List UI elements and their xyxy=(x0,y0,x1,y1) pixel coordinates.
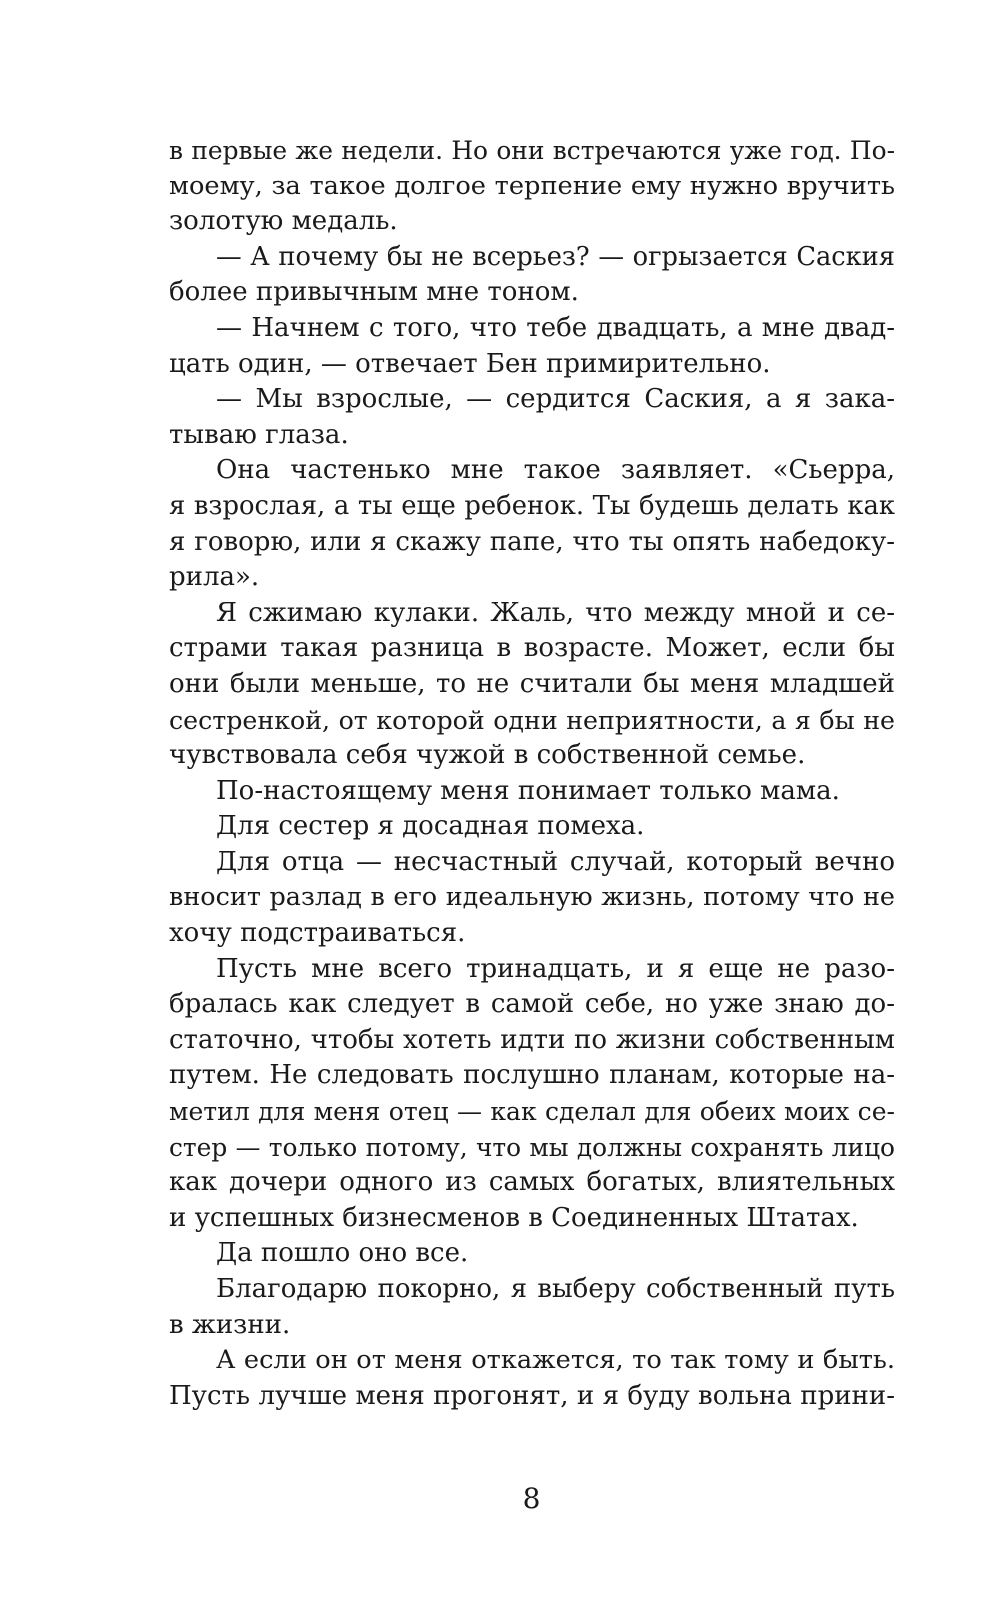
text-line: тываю глаза. xyxy=(169,419,349,450)
text-line: хочу подстраиваться. xyxy=(169,918,466,949)
text-line: Для отца — несчастный случай, который вечно xyxy=(216,846,895,877)
text-line: — А почему бы не всерьез? — огрызается Саския xyxy=(216,241,895,272)
text-line: и успешных бизнесменов в Соединенных Штатах. xyxy=(169,1202,859,1233)
page-number: 8 xyxy=(522,1482,541,1515)
text-line: Да пошло оно все. xyxy=(216,1238,469,1269)
text-line: стер — только потому, что мы должны сохранять лицо xyxy=(169,1132,895,1162)
text-line: Она частенько мне такое заявляет. «Сьерра, xyxy=(216,455,895,486)
text-line: Пусть мне всего тринадцать, и я еще не разо- xyxy=(216,953,895,984)
text-line: — Мы взрослые, — сердится Саския, а я зака- xyxy=(216,384,895,415)
text-line: Я сжимаю кулаки. Жаль, что между мной и се- xyxy=(216,597,895,628)
text-line: Для сестер я досадная помеха. xyxy=(216,811,645,842)
text-line: я говорю, или я скажу папе, что ты опять набедоку- xyxy=(169,526,895,557)
text-line: сестренкой, от которой одни неприятности, а я бы не xyxy=(169,705,895,735)
text-line: в первые же недели. Но они встречаются уже год. По- xyxy=(169,136,895,165)
text-line: в жизни. xyxy=(169,1309,291,1340)
text-line: статочно, чтобы хотеть идти по жизни собственным xyxy=(169,1024,895,1055)
text-line: страми такая разница в возрасте. Может, если бы xyxy=(169,633,895,664)
text-line: они были меньше, то не считали бы меня младшей xyxy=(169,668,895,699)
text-line: цать один, — отвечает Бен примирительно. xyxy=(169,348,771,379)
text-line: чувствовала себя чужой в собственной семье. xyxy=(169,740,806,771)
text-line: более привычным мне тоном. xyxy=(169,277,579,308)
text-line: А если он от меня откажется, то так тому и быть. xyxy=(216,1345,895,1376)
text-line: золотую медаль. xyxy=(169,206,398,237)
text-line: путем. Не следовать послушно планам, которые на- xyxy=(169,1060,895,1091)
text-line: я взрослая, а ты еще ребенок. Ты будешь делать как xyxy=(169,490,895,521)
text-line: По-настоящему меня понимает только мама. xyxy=(216,775,840,806)
text-line: вносит разлад в его идеальную жизнь, потому что не xyxy=(169,882,895,913)
text-line: — Начнем с того, что тебе двадцать, а мне двад- xyxy=(216,312,895,343)
text-line: как дочери одного из самых богатых, влиятельных xyxy=(169,1167,895,1198)
text-line: Пусть лучше меня прогонят, и я буду вольна прини- xyxy=(169,1380,895,1411)
text-line: метил для меня отец — как сделал для обеих моих се- xyxy=(169,1097,895,1127)
text-line: бралась как следует в самой себе, но уже знаю до- xyxy=(169,989,895,1020)
text-line: моему, за такое долгое терпение ему нужно вручить xyxy=(169,170,895,201)
text-line: рила». xyxy=(169,562,260,593)
text-line: Благодарю покорно, я выберу собственный путь xyxy=(216,1274,895,1304)
body-text xyxy=(169,133,895,1414)
